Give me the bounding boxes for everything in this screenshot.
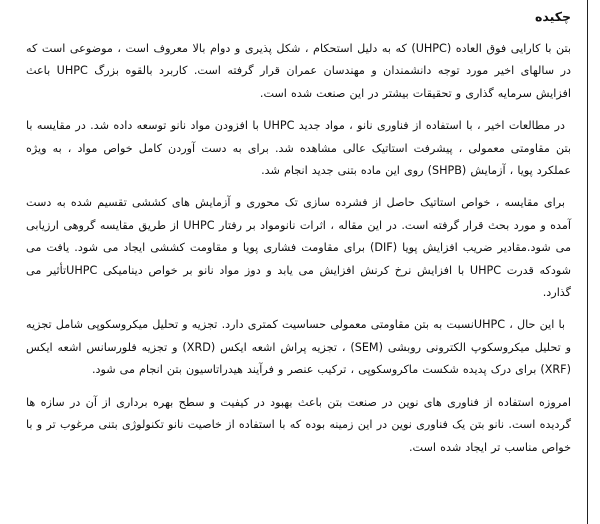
- paragraph-5: امروزه استفاده از فناوری های نوین در صنعت بتن باعث بهبود در کیفیت و سطح بهره برداری از آن در سازه ها گردیده است. نانو بتن یک فناوری نوین در این زمینه بوده که با استفاده از خاصیت نانو تکنولوژی بتنی مرغوب تر و با خواص مناسب تر ایجاد شده است.: [26, 395, 571, 454]
- paragraph-3: برای مقایسه ، خواص استاتیک حاصل از فشرده سازی تک محوری و آزمایش های کششی تقسیم شده به دست آمده و مورد بحث قرار گرفته است. در این مقاله ، اثرات نانومواد بر رفتار UHPC از طریق مقایسه گروهی ارزیابی می شود.مقادیر ضریب افزایش پویا (DIF) برای مقاومت فشاری پویا و مقاومت کششی ایجاد می شود. یافت می شودکه قدرت UHPC با افزایش نرخ کرنش افزایش می یابد و دوز مواد نانو بر خواص دینامیکی UHPCتأثیر می گذارد.: [26, 196, 572, 300]
- paragraph-2: در مطالعات اخیر ، با استفاده از فناوری نانو ، مواد جدید UHPC با افزودن مواد نانو توسعه داده شد. در مقایسه با بتن مقاومتی معمولی ، پیشرفت استاتیک عالی مشاهده شد. برای به دست آوردن کامل خواص مواد ، به ویژه عملکرد پویا ، آزمایش (SHPB) روی این ماده بتنی جدید انجام شد.: [26, 119, 571, 178]
- paragraph-4: با این حال ، UHPCنسبت به بتن مقاومتی معمولی حساسیت کمتری دارد. تجزیه و تحلیل میکروسکوپی شامل تجزیه و تحلیل میکروسکوپ الکترونی روبشی (SEM) ، تجزیه پراش اشعه ایکس (XRD) و تجزیه فلورسانس اشعه ایکس (XRF) برای درک پدیده شکست ماکروسکوپی ، ترکیب عنصر و فرآیند هیدراتاسیون بتن انجام می شود.: [26, 318, 571, 377]
- paragraph-1: بتن با کارایی فوق العاده (UHPC) که به دلیل استحکام ، شکل پذیری و دوام بالا معروف است ، موضوعی است که در سالهای اخیر مورد توجه دانشمندان و مهندسان عمران قرار گرفته است. کاربرد بالقوه بزرگ UHPC باعث افزایش سرمایه گذاری و تحقیقات بیشتر در این صنعت شده است.: [26, 42, 571, 100]
- document-body: [26, 8, 571, 469]
- abstract-title: چکیده: [535, 9, 571, 24]
